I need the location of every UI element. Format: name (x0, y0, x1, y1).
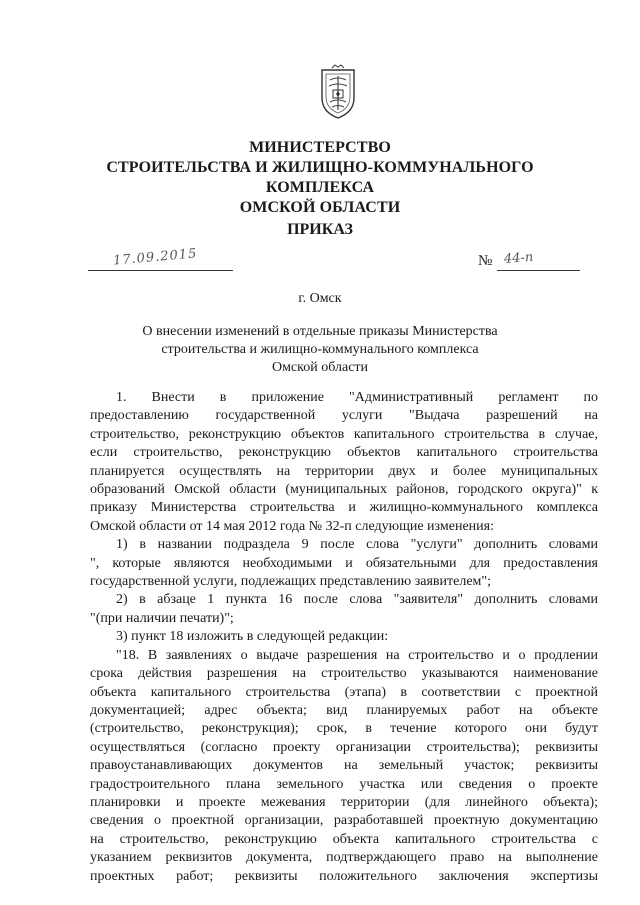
body-line: планируется осуществлять на территории двух и более муниципальных (90, 463, 598, 479)
subject-line: Омской области (271, 360, 369, 375)
body-line: объекта капитального строительства (этапа) в соответствии с проектной (90, 684, 598, 700)
handwritten-date: 17.09.2015 (112, 246, 198, 269)
body-line: государственной услуги, подлежащих представлению заявителем"; (90, 574, 491, 590)
body-line: 1. Внести в приложение "Административный регламент по (116, 390, 598, 405)
body-line: образований Омской области (муниципальных районов, городского округа)" к (90, 482, 598, 498)
body-line: указанием реквизитов документа, подтверждающего право на выполнение (90, 850, 598, 866)
ministry-line: СТРОИТЕЛЬСТВА И ЖИЛИЩНО-КОММУНАЛЬНОГО КОМПЛЕКСА (106, 159, 534, 196)
body-line: срока действия разрешения на строительство указываются наименование (90, 666, 598, 682)
body-line: 3) пункт 18 изложить в следующей редакции: (116, 629, 389, 645)
order-title: ПРИКАЗ (287, 221, 353, 238)
body-line: ", которые являются необходимыми и обязательными для предоставления (90, 555, 598, 571)
date-underline (88, 270, 233, 271)
body-line: строительство, реконструкцию объектов капитального строительства в случае, (90, 426, 598, 442)
body-line: Омской области от 14 мая 2012 года № 32-п следующие изменения: (90, 518, 494, 534)
body-line: планировки и проекте межевания территории (для линейного объекта); (90, 794, 598, 810)
body-line: 1) в названии подраздела 9 после слова "услуги" дополнить словами (116, 537, 598, 553)
body-line: 2) в абзаце 1 пункта 16 после слова "заявителя" дополнить словами (116, 592, 598, 608)
order-subject (140, 323, 500, 377)
body-line: осуществляться (согласно проекту организации строительства); реквизиты (90, 739, 598, 755)
handwritten-order-number: 44-п (503, 249, 534, 268)
subject-line: О внесении изменений в отдельные приказы Министерства (142, 324, 498, 339)
body-line: (строительство, реконструкция); срок, в течение которого они будут (90, 721, 598, 737)
ministry-name (60, 138, 580, 218)
subject-line: строительства и жилищно-коммунального комплекса (161, 342, 479, 357)
ministry-line: ОМСКОЙ ОБЛАСТИ (239, 199, 401, 216)
order-number-label: № (478, 253, 493, 269)
body-line: предоставлению государственной услуги "Выдача разрешений на (90, 408, 598, 424)
body-line: приказу Министерства строительства и жилищно-коммунального комплекса (90, 500, 598, 516)
body-line: "18. В заявлениях о выдаче разрешения на строительство и о продлении (116, 647, 598, 663)
body-line: правоустанавливающих документов на земельный участок; реквизиты (90, 758, 598, 774)
order-body-text (90, 389, 598, 886)
body-line: документацией; адрес объекта; вид планируемых работ на объекте (90, 702, 598, 718)
body-line: если строительство, реконструкцию объектов капитального строительства (90, 445, 598, 461)
body-line: на строительство, реконструкцию объекта капитального строительства с (90, 831, 598, 847)
coat-of-arms-emblem-icon (318, 64, 358, 120)
body-line: градостроительного плана земельного участка или сведения о проекте (90, 776, 598, 792)
ministry-line: МИНИСТЕРСТВО (249, 139, 391, 156)
order-number-underline (497, 270, 580, 271)
city-name: г. Омск (298, 291, 342, 306)
body-line: "(при наличии печати)"; (90, 610, 234, 626)
body-line: сведения о проектной организации, разработавшей проектную документацию (90, 813, 598, 829)
body-line: проектных работ; реквизиты положительного заключения экспертизы (90, 868, 598, 884)
